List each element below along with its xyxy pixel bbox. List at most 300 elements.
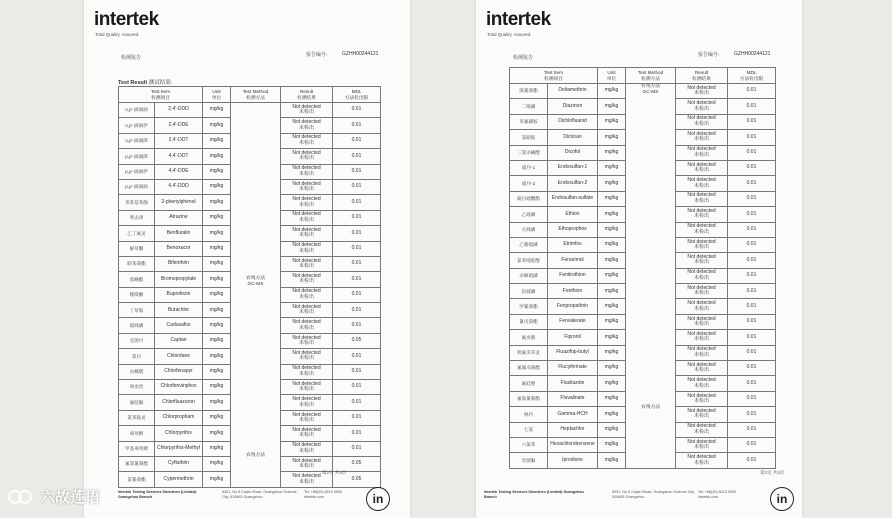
result-en: Not detected	[292, 134, 321, 141]
item-name-en: Endosulfan-sulfate	[548, 191, 598, 206]
result-cell	[676, 299, 728, 314]
result-cn: 未检出	[299, 478, 315, 485]
method-cn-bottom: 农残方法	[245, 452, 266, 458]
mdl-cell: 0.01	[728, 99, 776, 114]
result-cell	[281, 149, 333, 164]
unit-cell: mg/kg	[598, 330, 626, 345]
result-cell	[676, 160, 728, 175]
item-name-cn: 异菌脲	[510, 453, 548, 468]
item-name-en: Bromopropylate	[155, 272, 203, 287]
result-cn: 未检出	[299, 463, 315, 470]
report-number: GZHH00244121	[342, 51, 379, 57]
result-cell	[281, 210, 333, 225]
mdl-cell: 0.01	[333, 118, 381, 133]
unit-cell: mg/kg	[598, 437, 626, 452]
unit-cell: mg/kg	[598, 284, 626, 299]
item-name-cn: p,p'-滴滴滴	[119, 179, 155, 194]
result-en: Not detected	[687, 223, 716, 230]
result-cn: 未检出	[299, 232, 315, 239]
unit-cell: mg/kg	[598, 130, 626, 145]
result-en: Not detected	[292, 473, 321, 480]
header-method: Test Method 检测方法	[626, 68, 676, 84]
method-cn-bottom: 农残方法	[640, 404, 661, 410]
header-test-item: Test Item 检测项目	[119, 87, 203, 103]
item-name-cn: 莠去津	[119, 210, 155, 225]
result-cell	[281, 272, 333, 287]
result-en: Not detected	[687, 361, 716, 368]
result-en: Not detected	[687, 407, 716, 414]
result-cell	[281, 287, 333, 302]
mdl-cell: 0.01	[728, 237, 776, 252]
mdl-cell: 0.05	[333, 333, 381, 348]
result-cn: 未检出	[694, 259, 710, 266]
mdl-cell: 0.01	[728, 299, 776, 314]
mdl-cell: 0.01	[728, 145, 776, 160]
result-cell	[676, 207, 728, 222]
mdl-cell: 0.01	[333, 226, 381, 241]
item-name-cn: p,p'-滴滴伊	[119, 164, 155, 179]
item-name-en: 4,4'-DDE	[155, 164, 203, 179]
mdl-cell: 0.01	[333, 149, 381, 164]
intertek-in-mark: in	[366, 487, 390, 511]
item-name-en: Fenarimol	[548, 253, 598, 268]
mdl-cell: 0.01	[333, 179, 381, 194]
item-name-cn: 克菌丹	[119, 333, 155, 348]
unit-cell: mg/kg	[203, 210, 231, 225]
result-cn: 未检出	[694, 290, 710, 297]
report-number: GZHH00244121	[734, 51, 771, 57]
item-name-en: Cadusafos	[155, 318, 203, 333]
result-en: Not detected	[687, 238, 716, 245]
result-en: Not detected	[292, 180, 321, 187]
section-heading: Test Result 测试结果:	[118, 80, 173, 86]
item-name-cn: 毒死蜱	[119, 426, 155, 441]
unit-cell: mg/kg	[203, 349, 231, 364]
item-name-cn: o,p'-滴滴滴	[119, 103, 155, 118]
result-en: Not detected	[687, 269, 716, 276]
page-indicator: 第2页 共3页	[322, 470, 347, 475]
item-name-en: Captan	[155, 333, 203, 348]
item-name-en: Heptachlor	[548, 422, 598, 437]
result-en: Not detected	[292, 257, 321, 264]
brand-tagline: Total Quality. Assured.	[95, 32, 140, 37]
item-name-en: Fenpropathrin	[548, 299, 598, 314]
unit-cell: mg/kg	[203, 333, 231, 348]
result-cell	[676, 284, 728, 299]
item-name-en: 2,4'-DDT	[155, 133, 203, 148]
unit-cell: mg/kg	[203, 256, 231, 271]
item-name-en: Bifenthrin	[155, 256, 203, 271]
result-cell	[281, 256, 333, 271]
result-cn: 未检出	[694, 321, 710, 328]
result-en: Not detected	[292, 349, 321, 356]
result-cn: 未检出	[299, 293, 315, 300]
report-number-label: 报告编号:	[698, 52, 720, 58]
result-en: Not detected	[687, 300, 716, 307]
result-cn: 未检出	[299, 201, 315, 208]
mdl-cell: 0.01	[333, 380, 381, 395]
mdl-cell: 0.01	[728, 314, 776, 329]
mdl-cell: 0.01	[333, 103, 381, 118]
results-table	[118, 86, 381, 488]
result-en: Not detected	[687, 315, 716, 322]
result-en: Not detected	[292, 319, 321, 326]
result-en: Not detected	[292, 149, 321, 156]
result-en: Not detected	[292, 196, 321, 203]
item-name-cn: 甲氰菊酯	[510, 299, 548, 314]
watermark-text: 六故莲语	[40, 489, 101, 506]
item-name-en: Benoxacor	[155, 241, 203, 256]
intertek-in-mark: in	[770, 487, 794, 511]
result-cn: 未检出	[299, 309, 315, 316]
item-name-en: Dichlofluanid	[548, 114, 598, 129]
result-cn: 未检出	[694, 459, 710, 466]
result-cell	[676, 437, 728, 452]
mdl-cell: 0.01	[333, 318, 381, 333]
item-name-cn: 溴螨酯	[119, 272, 155, 287]
mdl-cell: 0.01	[728, 222, 776, 237]
header-unit: Unit 单位	[203, 87, 231, 103]
item-name-en: Cyfluthrin	[155, 456, 203, 471]
result-en: Not detected	[292, 242, 321, 249]
result-cn: 未检出	[694, 244, 710, 251]
result-cell	[281, 426, 333, 441]
unit-cell: mg/kg	[598, 160, 626, 175]
item-name-en: Buprofezin	[155, 287, 203, 302]
result-cell	[676, 314, 728, 329]
watermark-logo-icon	[6, 488, 34, 506]
item-name-cn: o,p'-滴滴伊	[119, 118, 155, 133]
result-en: Not detected	[687, 146, 716, 153]
result-cn: 未检出	[694, 351, 710, 358]
item-name-cn: 硫丹-1	[510, 160, 548, 175]
result-cell	[281, 164, 333, 179]
result-cell	[281, 133, 333, 148]
item-name-en: Fluazifop-butyl	[548, 345, 598, 360]
item-name-en: 2,4'-DDE	[155, 118, 203, 133]
result-en: Not detected	[292, 411, 321, 418]
result-cn: 未检出	[694, 274, 710, 281]
unit-cell: mg/kg	[203, 472, 231, 487]
unit-cell: mg/kg	[203, 272, 231, 287]
method-value: GC-MS	[247, 281, 264, 287]
header-test-item: Test Item 检测项目	[510, 68, 598, 84]
result-cn: 未检出	[694, 336, 710, 343]
result-cn: 未检出	[299, 324, 315, 331]
item-name-en: Atrazine	[155, 210, 203, 225]
item-name-cn: 乙硫磷	[510, 207, 548, 222]
result-en: Not detected	[292, 103, 321, 110]
result-cn: 未检出	[299, 447, 315, 454]
unit-cell: mg/kg	[203, 164, 231, 179]
item-name-cn: 氯苯嘧啶醇	[510, 253, 548, 268]
item-name-cn: 氯丹	[119, 349, 155, 364]
item-name-cn: 杀螟硫磷	[510, 268, 548, 283]
result-cell	[281, 333, 333, 348]
result-cell	[281, 241, 333, 256]
mdl-cell: 0.01	[728, 376, 776, 391]
unit-cell: mg/kg	[598, 114, 626, 129]
result-en: Not detected	[292, 211, 321, 218]
item-name-cn: 吡氟禾草灵	[510, 345, 548, 360]
result-cn: 未检出	[694, 120, 710, 127]
unit-cell: mg/kg	[203, 426, 231, 441]
item-name-en: Chlorpropham	[155, 410, 203, 425]
result-cell	[281, 395, 333, 410]
result-en: Not detected	[687, 330, 716, 337]
result-cn: 未检出	[299, 109, 315, 116]
result-cell	[676, 222, 728, 237]
item-name-cn: 氟胺氰菊酯	[510, 391, 548, 406]
result-en: Not detected	[292, 442, 321, 449]
item-name-cn: 硫线磷	[119, 318, 155, 333]
item-name-en: Dicloran	[548, 130, 598, 145]
result-en: Not detected	[292, 272, 321, 279]
unit-cell: mg/kg	[203, 287, 231, 302]
mdl-cell: 0.01	[728, 114, 776, 129]
unit-cell: mg/kg	[203, 195, 231, 210]
mdl-cell: 0.01	[728, 84, 776, 99]
item-name-cn: 丁草胺	[119, 303, 155, 318]
unit-cell: mg/kg	[203, 456, 231, 471]
mdl-cell: 0.01	[333, 164, 381, 179]
mdl-cell: 0.01	[728, 284, 776, 299]
result-cn: 未检出	[694, 228, 710, 235]
item-name-cn: 氯苯胺灵	[119, 410, 155, 425]
result-en: Not detected	[687, 423, 716, 430]
item-name-en: Deltamethrin	[548, 84, 598, 99]
result-en: Not detected	[687, 100, 716, 107]
unit-cell: mg/kg	[203, 410, 231, 425]
item-name-cn: 氯硝胺	[510, 130, 548, 145]
unit-cell: mg/kg	[203, 179, 231, 194]
unit-cell: mg/kg	[598, 345, 626, 360]
mdl-cell: 0.01	[728, 207, 776, 222]
result-cn: 未检出	[299, 186, 315, 193]
result-cell	[676, 114, 728, 129]
mdl-cell: 0.01	[333, 410, 381, 425]
result-cn: 未检出	[299, 432, 315, 439]
mdl-cell: 0.01	[333, 241, 381, 256]
item-name-cn: 氟氯氰菊酯	[119, 456, 155, 471]
mdl-cell: 0.01	[728, 191, 776, 206]
result-cn: 未检出	[299, 278, 315, 285]
mdl-cell: 0.01	[333, 195, 381, 210]
result-cell	[676, 268, 728, 283]
item-name-cn: 氟虫腈	[510, 330, 548, 345]
item-name-cn: 氰戊菊酯	[510, 314, 548, 329]
result-cell	[281, 195, 333, 210]
watermark	[6, 486, 100, 507]
unit-cell: mg/kg	[598, 222, 626, 237]
header-unit: Unit 单位	[598, 68, 626, 84]
report-number-label: 报告编号:	[306, 52, 328, 58]
mdl-cell: 0.01	[728, 345, 776, 360]
item-name-en: Hexachlorobenzene	[548, 437, 598, 452]
result-en: Not detected	[687, 84, 716, 91]
mdl-cell: 0.01	[333, 349, 381, 364]
item-name-cn: 乙丁氟灵	[119, 226, 155, 241]
item-name-en: Fluvalinate	[548, 391, 598, 406]
report-page-left	[84, 0, 410, 518]
header-method: Test Method 检测方法	[231, 87, 281, 103]
result-cn: 未检出	[694, 413, 710, 420]
item-name-cn: 邻苯基苯酚	[119, 195, 155, 210]
result-cell	[281, 318, 333, 333]
table-header-row	[510, 68, 776, 84]
unit-cell: mg/kg	[598, 84, 626, 99]
item-name-en: Diazinon	[548, 99, 598, 114]
item-name-en: Endosulfan-1	[548, 160, 598, 175]
result-cell	[281, 349, 333, 364]
item-name-cn: 联苯菊酯	[119, 256, 155, 271]
result-cn: 未检出	[299, 417, 315, 423]
method-cell	[626, 84, 676, 469]
intertek-logo: intertek	[486, 9, 551, 30]
mdl-cell: 0.01	[728, 176, 776, 191]
header-result: Result 检测结果	[281, 87, 333, 103]
item-name-en: Flucythrinate	[548, 361, 598, 376]
unit-cell: mg/kg	[598, 176, 626, 191]
result-cell	[281, 103, 333, 118]
header-result: Result 检测结果	[676, 68, 728, 84]
result-cn: 未检出	[299, 263, 315, 270]
item-name-en: Ethoprophos	[548, 222, 598, 237]
item-name-en: Etrimfos	[548, 237, 598, 252]
result-en: Not detected	[687, 192, 716, 199]
item-name-cn: 溴氰菊酯	[510, 84, 548, 99]
item-name-en: Fenvalerate	[548, 314, 598, 329]
item-name-cn: 林丹	[510, 407, 548, 422]
result-cn: 未检出	[694, 367, 710, 374]
result-en: Not detected	[292, 288, 321, 295]
page-indicator: 第2页 共3页	[760, 470, 785, 475]
unit-cell: mg/kg	[598, 314, 626, 329]
result-cn: 未检出	[694, 213, 710, 220]
item-name-en: Chlorfenvinphos	[155, 380, 203, 395]
result-cell	[281, 364, 333, 379]
item-name-en: Cypermethrin	[155, 472, 203, 487]
result-en: Not detected	[292, 226, 321, 233]
item-name-cn: 毒虫畏	[119, 380, 155, 395]
result-cell	[281, 441, 333, 456]
mdl-cell: 0.01	[728, 437, 776, 452]
footer-contact: Tel: +86(20) 8213 9000 intertek.com	[304, 490, 343, 499]
item-name-cn: 倍硫磷	[510, 284, 548, 299]
result-cn: 未检出	[694, 305, 710, 312]
result-en: Not detected	[687, 346, 716, 353]
mdl-cell: 0.01	[728, 160, 776, 175]
result-cn: 未检出	[299, 355, 315, 362]
item-name-cn: 解草酮	[119, 241, 155, 256]
item-name-cn: 氟硅唑	[510, 376, 548, 391]
method-cell	[231, 103, 281, 488]
mdl-cell: 0.01	[728, 422, 776, 437]
mdl-cell: 0.01	[728, 253, 776, 268]
item-name-en: Iprodione	[548, 453, 598, 468]
unit-cell: mg/kg	[598, 207, 626, 222]
table-row	[119, 103, 381, 118]
result-en: Not detected	[292, 426, 321, 433]
result-cell	[676, 391, 728, 406]
footer-address: 5301, No.5 Caipin Road, Guangzhou Science City, 510663 Guangzhou	[222, 490, 297, 499]
result-cn: 未检出	[694, 398, 710, 404]
result-cell	[676, 376, 728, 391]
result-cell	[676, 237, 728, 252]
item-name-en: Butachlor	[155, 303, 203, 318]
result-cell	[676, 407, 728, 422]
item-name-cn: 硫丹-2	[510, 176, 548, 191]
result-cn: 未检出	[299, 124, 315, 131]
mdl-cell: 0.01	[728, 391, 776, 406]
item-name-en: Ethion	[548, 207, 598, 222]
result-cell	[676, 345, 728, 360]
item-name-en: Chlordane	[155, 349, 203, 364]
item-name-cn: 甲基毒死蜱	[119, 441, 155, 456]
result-cell	[676, 361, 728, 376]
result-cn: 未检出	[694, 444, 710, 451]
item-name-cn: 氯氰菊酯	[119, 472, 155, 487]
item-name-en: Dicofol	[548, 145, 598, 160]
result-cell	[676, 145, 728, 160]
report-page-right	[476, 0, 802, 518]
item-name-en: 4,4'-DDD	[155, 179, 203, 194]
unit-cell: mg/kg	[203, 118, 231, 133]
result-en: Not detected	[687, 115, 716, 122]
item-name-en: Chlorpyrifos-Methyl	[155, 441, 203, 456]
footer-address: 5301, No.5 Caipin Road, Guangzhou Science City, 510663 Guangzhou	[612, 490, 695, 499]
mdl-cell: 0.01	[333, 210, 381, 225]
item-name-cn: 噻嗪酮	[119, 287, 155, 302]
method-cn: 农残方法	[640, 84, 661, 89]
result-cn: 未检出	[694, 167, 710, 174]
result-cn: 未检出	[299, 370, 315, 377]
result-en: Not detected	[292, 119, 321, 126]
mdl-cell: 0.01	[333, 272, 381, 287]
results-body-right	[510, 84, 776, 469]
brand-tagline: Total Quality. Assured.	[487, 32, 532, 37]
result-cell	[676, 453, 728, 468]
method-value: GC-MS	[642, 90, 659, 95]
result-en: Not detected	[687, 284, 716, 291]
unit-cell: mg/kg	[203, 241, 231, 256]
result-cell	[676, 191, 728, 206]
footer-company: Intertek Testing Services Shenzhen (Limited) Guangzhou Branch	[118, 490, 197, 499]
unit-cell: mg/kg	[598, 361, 626, 376]
result-cell	[676, 253, 728, 268]
mdl-cell: 0.01	[333, 303, 381, 318]
result-en: Not detected	[292, 365, 321, 372]
result-cn: 未检出	[694, 382, 710, 389]
unit-cell: mg/kg	[598, 422, 626, 437]
unit-cell: mg/kg	[203, 103, 231, 118]
header-mdl: MDL 方法检出限	[333, 87, 381, 103]
item-name-cn: o,p'-滴滴涕	[119, 133, 155, 148]
table-header-row	[119, 87, 381, 103]
item-name-en: Chlorfluazuron	[155, 395, 203, 410]
mdl-cell: 0.01	[728, 130, 776, 145]
mdl-cell: 0.01	[728, 330, 776, 345]
result-cell	[676, 330, 728, 345]
footer-contact: Tel: +86(20) 8213 9000 intertek.com	[698, 490, 737, 499]
result-cn: 未检出	[694, 136, 710, 143]
item-name-cn: 三氯杀螨醇	[510, 145, 548, 160]
header-mdl: MDL 方法检出限	[728, 68, 776, 84]
result-en: Not detected	[687, 392, 716, 399]
unit-cell: mg/kg	[598, 391, 626, 406]
unit-cell: mg/kg	[203, 364, 231, 379]
result-cell	[281, 380, 333, 395]
